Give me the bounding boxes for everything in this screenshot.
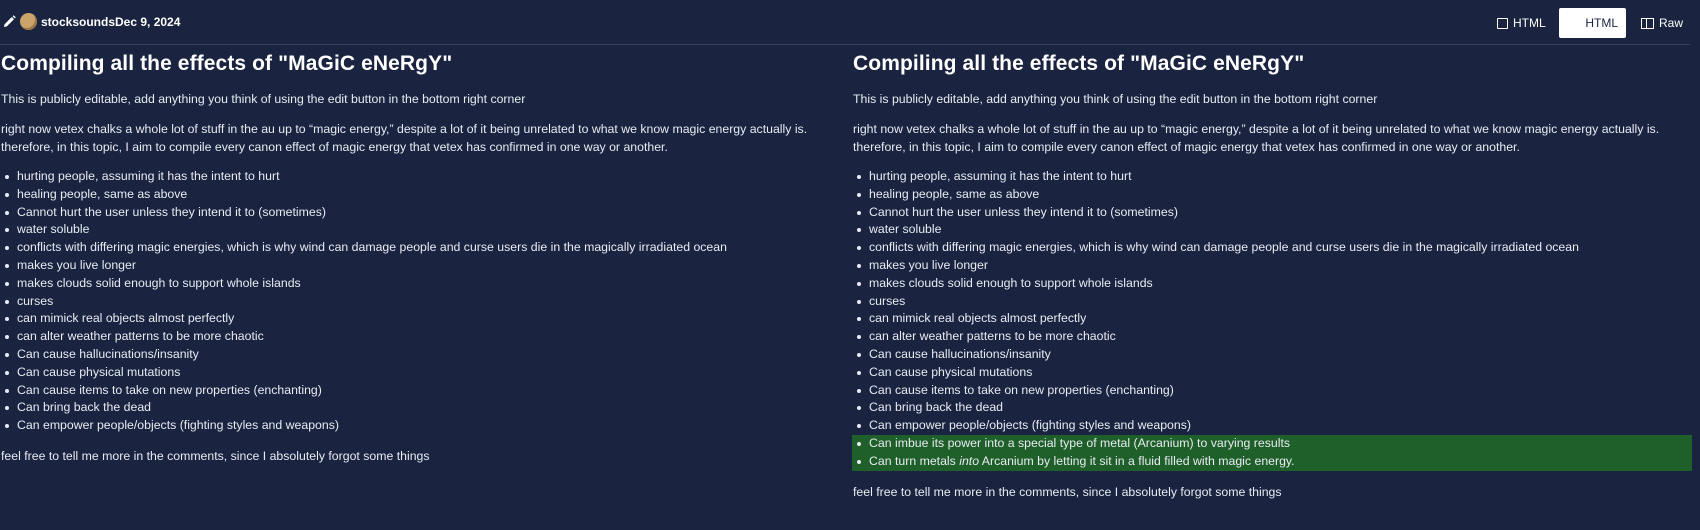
intro-text: This is publicly editable, add anything you think of using the edit button in the bottom right corner	[853, 92, 1378, 106]
body-line: therefore, in this topic, I aim to compile every canon effect of magic energy that vetex has confirmed in one way or another.	[853, 140, 1520, 154]
pencil-icon	[3, 15, 16, 28]
list-item: makes clouds solid enough to support whole islands	[869, 275, 1692, 293]
footer-text: feel free to tell me more in the comments, since I absolutely forgot some things	[853, 484, 1282, 499]
body-line: therefore, in this topic, I aim to compile every canon effect of magic energy that vetex has confirmed in one way or another.	[1, 140, 668, 154]
html-toggle[interactable]	[1497, 16, 1546, 30]
html-toggle-label: HTML	[1513, 16, 1546, 30]
added-text: Can turn metals	[869, 453, 960, 468]
intro-text: This is publicly editable, add anything you think of using the edit button in the bottom right corner	[1, 92, 526, 106]
list-item: hurting people, assuming it has the intent to hurt	[17, 168, 840, 186]
list-item: Can cause items to take on new properties (enchanting)	[869, 382, 1692, 400]
list-item: healing people, same as above	[869, 186, 1692, 204]
revision-header	[0, 0, 1690, 45]
list-item: Cannot hurt the user unless they intend it to (sometimes)	[17, 204, 840, 222]
tab-raw[interactable]	[1641, 16, 1683, 30]
list-item: healing people, same as above	[17, 186, 840, 204]
list-item: can mimick real objects almost perfectly	[869, 310, 1692, 328]
columns-icon	[1641, 18, 1654, 29]
list-item: Can bring back the dead	[17, 399, 840, 417]
effects-list	[0, 168, 840, 435]
body-line: right now vetex chalks a whole lot of stuff in the au up to “magic energy,” despite a lot of it being unrelated to what we know magic energy actually is.	[853, 122, 1660, 136]
list-item: Can cause physical mutations	[869, 364, 1692, 382]
post-title: Compiling all the effects of "MaGiC eNeRgY"	[1, 52, 453, 75]
author-name[interactable]: stocksounds	[41, 15, 116, 29]
list-item: Can cause items to take on new properties (enchanting)	[17, 382, 840, 400]
list-item: Can cause physical mutations	[17, 364, 840, 382]
list-item: Can empower people/objects (fighting styles and weapons)	[17, 417, 840, 435]
list-item: can alter weather patterns to be more chaotic	[17, 328, 840, 346]
post-title: Compiling all the effects of "MaGiC eNeRgY"	[853, 52, 1305, 75]
list-item: conflicts with differing magic energies, which is why wind can damage people and curse users die in the magically irradiated ocean	[869, 239, 1692, 257]
avatar[interactable]	[20, 13, 37, 30]
list-item: Can empower people/objects (fighting styles and weapons)	[869, 417, 1692, 435]
list-item: Cannot hurt the user unless they intend it to (sometimes)	[869, 204, 1692, 222]
list-item: water soluble	[869, 221, 1692, 239]
list-item: Can cause hallucinations/insanity	[17, 346, 840, 364]
tab-raw-label: Raw	[1659, 16, 1684, 30]
checkbox-icon[interactable]	[1497, 18, 1508, 29]
list-item: water soluble	[17, 221, 840, 239]
list-item: Can bring back the dead	[869, 399, 1692, 417]
list-item: can mimick real objects almost perfectly	[17, 310, 840, 328]
current-revision-pane	[852, 44, 1692, 501]
list-item: curses	[869, 293, 1692, 311]
revision-date: Dec 9, 2024	[115, 15, 181, 29]
effects-list	[852, 168, 1692, 471]
added-list-item: Can imbue its power into a special type of metal (Arcanium) to varying results	[852, 435, 1692, 453]
added-text: Arcanium by letting it sit in a fluid filled with magic energy.	[979, 453, 1295, 468]
body-line: right now vetex chalks a whole lot of stuff in the au up to “magic energy,” despite a lot of it being unrelated to what we know magic energy actually is.	[1, 122, 808, 136]
tab-html[interactable]	[1559, 8, 1626, 38]
tab-html-label: HTML	[1585, 16, 1618, 30]
list-item: Can cause hallucinations/insanity	[869, 346, 1692, 364]
list-item: can alter weather patterns to be more chaotic	[869, 328, 1692, 346]
list-item: conflicts with differing magic energies, which is why wind can damage people and curse users die in the magically irradiated ocean	[17, 239, 840, 257]
list-item: makes you live longer	[869, 257, 1692, 275]
previous-revision-pane	[0, 44, 840, 465]
added-list-item	[852, 453, 1692, 471]
list-item: makes you live longer	[17, 257, 840, 275]
list-item: curses	[17, 293, 840, 311]
list-item: hurting people, assuming it has the intent to hurt	[869, 168, 1692, 186]
emphasis-text: into	[959, 453, 980, 468]
list-item: makes clouds solid enough to support whole islands	[17, 275, 840, 293]
footer-text: feel free to tell me more in the comments, since I absolutely forgot some things	[1, 448, 430, 463]
